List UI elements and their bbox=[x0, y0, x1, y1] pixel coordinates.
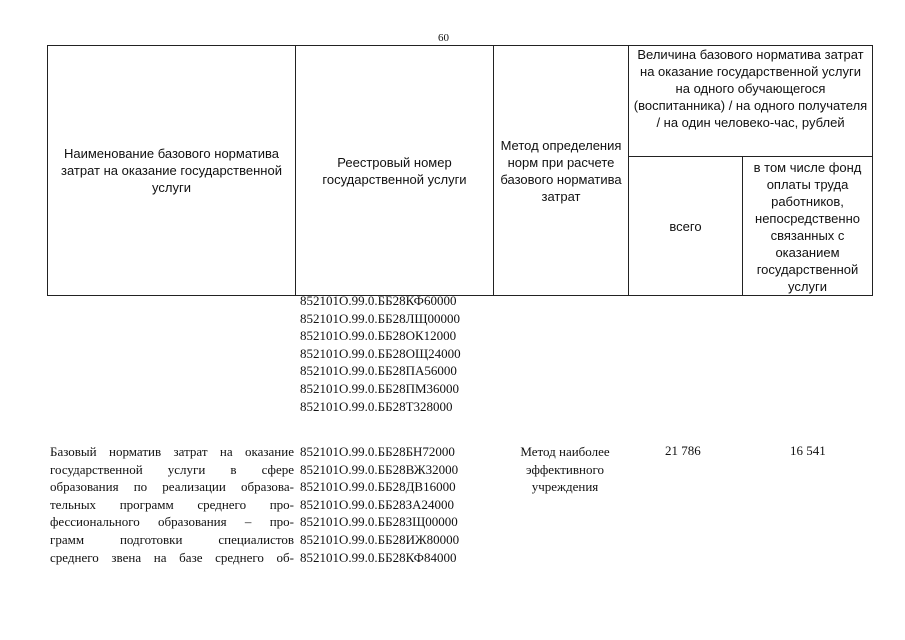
header-name-cell bbox=[48, 46, 296, 296]
header-total-cell bbox=[629, 157, 743, 296]
registry-code: 852101О.99.0.ББ28ПМ36000 bbox=[300, 380, 460, 396]
registry-code: 852101О.99.0.ББ28Т328000 bbox=[300, 398, 453, 414]
header-registry: Реестровый номер государственной услуги bbox=[322, 154, 467, 187]
registry-code: 852101О.99.0.ББ28КФ84000 bbox=[300, 549, 457, 565]
row-name-line: фессионального образования – про- bbox=[50, 514, 294, 530]
registry-code: 852101О.99.0.ББ28БН72000 bbox=[300, 444, 455, 459]
row-name-line: грамм подготовки специалистов bbox=[50, 531, 294, 547]
row-name-line: тельных программ среднего про- bbox=[50, 496, 294, 512]
header-name: Наименование базового норматива затрат на оказание государственной услуги bbox=[61, 146, 282, 195]
registry-code: 852101О.99.0.ББ28ВЖ32000 bbox=[300, 461, 459, 477]
header-method: Метод определения норм при расчете базового норматива затрат bbox=[500, 137, 622, 204]
header-registry-cell bbox=[296, 46, 494, 296]
row-name-line: образования по реализации образова- bbox=[50, 479, 294, 495]
registry-code: 852101О.99.0.ББ28ДВ16000 bbox=[300, 479, 456, 495]
row-name bbox=[50, 443, 294, 566]
row-total-value: 21 786 bbox=[665, 443, 701, 458]
header-value: Величина базового норматива затрат на оказание государственной услуги на одного обучающегося (воспитанника) / на одного получателя / на один человеко-час, рублей bbox=[633, 47, 868, 130]
row-method: Метод наиболее эффективного учреждения bbox=[520, 444, 610, 495]
row-name-line: Базовый норматив затрат на оказание bbox=[50, 444, 294, 459]
header-fund-cell bbox=[743, 157, 873, 296]
registry-code: 852101О.99.0.ББ28ОК12000 bbox=[300, 328, 457, 344]
registry-code: 852101О.99.0.ББ28КФ60000 bbox=[300, 293, 457, 308]
row-name-line: среднего звена на базе среднего об- bbox=[50, 549, 294, 565]
registry-code: 852101О.99.0.ББ28ЛЩ00000 bbox=[300, 310, 460, 326]
table-header bbox=[47, 45, 873, 296]
row-codes-list bbox=[300, 443, 459, 566]
header-total: всего bbox=[669, 218, 702, 234]
registry-code: 852101О.99.0.ББ28ЗЩ00000 bbox=[300, 514, 458, 530]
header-value-cell bbox=[629, 46, 873, 157]
header-fund: в том числе фонд оплаты труда работников, непосредственно связанных с оказанием государственной услуги bbox=[753, 160, 862, 294]
registry-code: 852101О.99.0.ББ28ОЩ24000 bbox=[300, 345, 461, 361]
registry-code: 852101О.99.0.ББ28ЗА24000 bbox=[300, 496, 454, 512]
header-method-cell bbox=[494, 46, 629, 296]
row-fund-value: 16 541 bbox=[790, 443, 826, 458]
page-number: 60 bbox=[438, 32, 449, 44]
row-name-line: государственной услуги в сфере bbox=[50, 461, 294, 477]
continued-codes-list bbox=[300, 292, 461, 415]
registry-code: 852101О.99.0.ББ28ИЖ80000 bbox=[300, 531, 460, 547]
registry-code: 852101О.99.0.ББ28ПА56000 bbox=[300, 363, 457, 379]
